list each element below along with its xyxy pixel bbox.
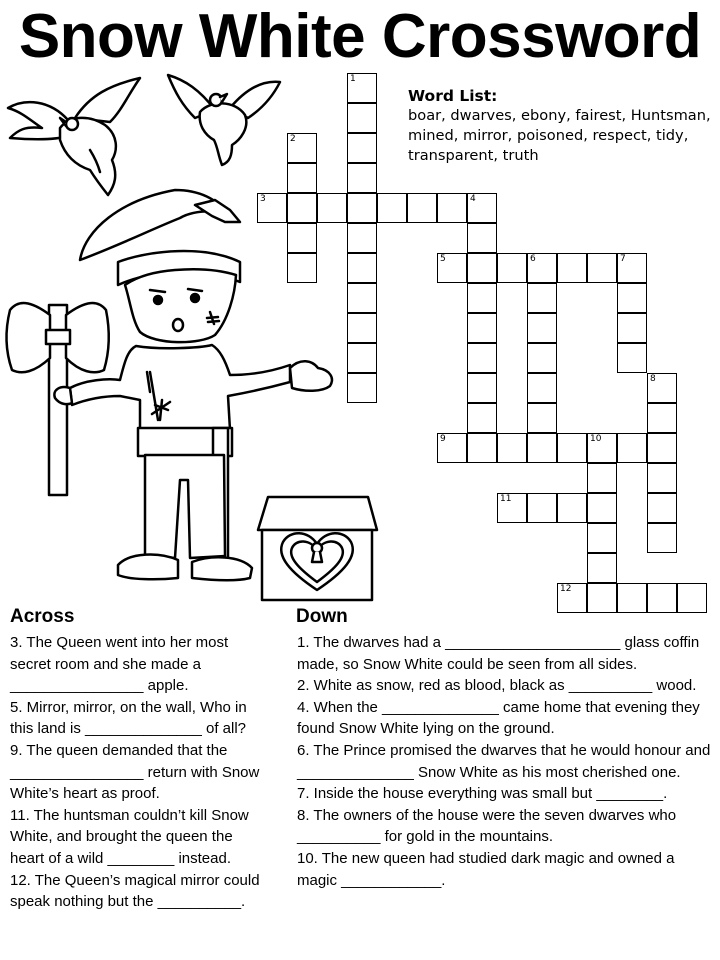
grid-cell[interactable]	[527, 403, 557, 433]
down-clue-10: 10. The new queen had studied dark magic and owned a magic ____________.	[297, 849, 675, 889]
grid-cell[interactable]	[437, 253, 467, 283]
across-clues	[10, 632, 268, 913]
across-clue-3: 3. The Queen went into her most secret room and she made a ________________ apple.	[10, 634, 229, 695]
grid-cell[interactable]	[557, 253, 587, 283]
grid-cell[interactable]	[617, 283, 647, 313]
grid-cell[interactable]	[317, 193, 347, 223]
grid-cell[interactable]	[647, 523, 677, 553]
word-list-heading: Word List:	[408, 87, 498, 105]
grid-cell[interactable]	[587, 253, 617, 283]
grid-cell[interactable]	[557, 433, 587, 463]
grid-cell[interactable]	[587, 433, 617, 463]
grid-cell[interactable]	[347, 253, 377, 283]
grid-cell[interactable]	[617, 313, 647, 343]
across-clue-9: 9. The queen demanded that the ________________ return with Snow White’s heart as proof.	[10, 741, 260, 803]
grid-cell[interactable]	[527, 373, 557, 403]
grid-cell[interactable]	[647, 583, 677, 613]
across-clue-5: 5. Mirror, mirror, on the wall, Who in this land is ______________ of all?	[10, 698, 247, 738]
grid-cell[interactable]	[347, 343, 377, 373]
across-heading: Across	[10, 606, 75, 627]
grid-cell[interactable]	[467, 313, 497, 343]
grid-cell[interactable]	[647, 373, 677, 403]
across-clue-11: 11. The huntsman couldn’t kill Snow White, and brought the queen the heart of a wild ________ instead.	[10, 806, 249, 867]
grid-cell[interactable]	[347, 133, 377, 163]
down-clue-4: 4. When the ______________ came home that evening they found Snow White lying on the ground.	[297, 698, 700, 738]
grid-cell[interactable]	[677, 583, 707, 613]
down-clue-7: 7. Inside the house everything was small but ________.	[297, 785, 668, 803]
grid-cell[interactable]	[467, 193, 497, 223]
grid-cell[interactable]	[437, 193, 467, 223]
grid-cell[interactable]	[527, 343, 557, 373]
grid-cell[interactable]	[647, 433, 677, 463]
grid-cell[interactable]	[617, 343, 647, 373]
grid-cell[interactable]	[557, 493, 587, 523]
clue-number: 2	[290, 134, 296, 144]
page-title: Snow White Crossword	[18, 2, 702, 71]
grid-cell[interactable]	[437, 433, 467, 463]
grid-cell[interactable]	[647, 493, 677, 523]
grid-cell[interactable]	[467, 223, 497, 253]
grid-cell[interactable]	[467, 373, 497, 403]
grid-cell[interactable]	[587, 583, 617, 613]
clue-number: 8	[650, 374, 656, 384]
grid-cell[interactable]	[347, 373, 377, 403]
grid-cell[interactable]	[257, 193, 287, 223]
across-clue-12: 12. The Queen’s magical mirror could speak nothing but the __________.	[10, 871, 260, 911]
down-heading: Down	[296, 606, 348, 627]
grid-cell[interactable]	[617, 433, 647, 463]
grid-cell[interactable]	[347, 313, 377, 343]
grid-cell[interactable]	[587, 493, 617, 523]
grid-cell[interactable]	[497, 253, 527, 283]
grid-cell[interactable]	[347, 283, 377, 313]
clue-number: 1	[350, 74, 356, 84]
clue-number: 3	[260, 194, 266, 204]
grid-cell[interactable]	[557, 583, 587, 613]
clue-number: 9	[440, 434, 446, 444]
grid-cell[interactable]	[587, 463, 617, 493]
clue-number: 7	[620, 254, 626, 264]
grid-cell[interactable]	[287, 223, 317, 253]
grid-cell[interactable]	[587, 553, 617, 583]
clue-number: 4	[470, 194, 476, 204]
grid-cell[interactable]	[347, 223, 377, 253]
clue-number: 6	[530, 254, 536, 264]
down-clues	[297, 632, 715, 891]
grid-cell[interactable]	[407, 193, 437, 223]
grid-cell[interactable]	[647, 403, 677, 433]
grid-cell[interactable]	[467, 283, 497, 313]
grid-cell[interactable]	[497, 493, 527, 523]
grid-cell[interactable]	[467, 433, 497, 463]
grid-cell[interactable]	[527, 493, 557, 523]
grid-cell[interactable]	[527, 313, 557, 343]
grid-cell[interactable]	[347, 163, 377, 193]
down-clue-8: 8. The owners of the house were the seven dwarves who __________ for gold in the mountains.	[297, 806, 677, 846]
down-clue-6: 6. The Prince promised the dwarves that he would honour and ______________ Snow White as his most cherished one.	[297, 741, 711, 781]
grid-cell[interactable]	[527, 253, 557, 283]
grid-cell[interactable]	[467, 343, 497, 373]
clue-number: 11	[500, 494, 512, 504]
grid-cell[interactable]	[467, 403, 497, 433]
grid-cell[interactable]	[287, 133, 317, 163]
grid-cell[interactable]	[287, 163, 317, 193]
grid-cell[interactable]	[617, 253, 647, 283]
grid-cell[interactable]	[497, 433, 527, 463]
grid-cell[interactable]	[287, 253, 317, 283]
grid-cell[interactable]	[347, 193, 377, 223]
word-list-words: boar, dwarves, ebony, fairest, Huntsman, mined, mirror, poisoned, respect, tidy, transparent, truth	[408, 107, 711, 164]
grid-cell[interactable]	[287, 193, 317, 223]
down-clue-2: 2. White as snow, red as blood, black as __________ wood.	[297, 677, 697, 695]
clue-number: 5	[440, 254, 446, 264]
grid-cell[interactable]	[467, 253, 497, 283]
grid-cell[interactable]	[617, 583, 647, 613]
down-clue-1: 1. The dwarves had a _____________________ glass coffin made, so Snow White could be seen from all sides.	[297, 634, 700, 673]
grid-cell[interactable]	[347, 73, 377, 103]
clue-number: 12	[560, 584, 572, 594]
grid-cell[interactable]	[377, 193, 407, 223]
grid-cell[interactable]	[647, 463, 677, 493]
clue-number: 10	[590, 434, 602, 444]
grid-cell[interactable]	[527, 433, 557, 463]
grid-cell[interactable]	[587, 523, 617, 553]
grid-cell[interactable]	[527, 283, 557, 313]
grid-cell[interactable]	[347, 103, 377, 133]
